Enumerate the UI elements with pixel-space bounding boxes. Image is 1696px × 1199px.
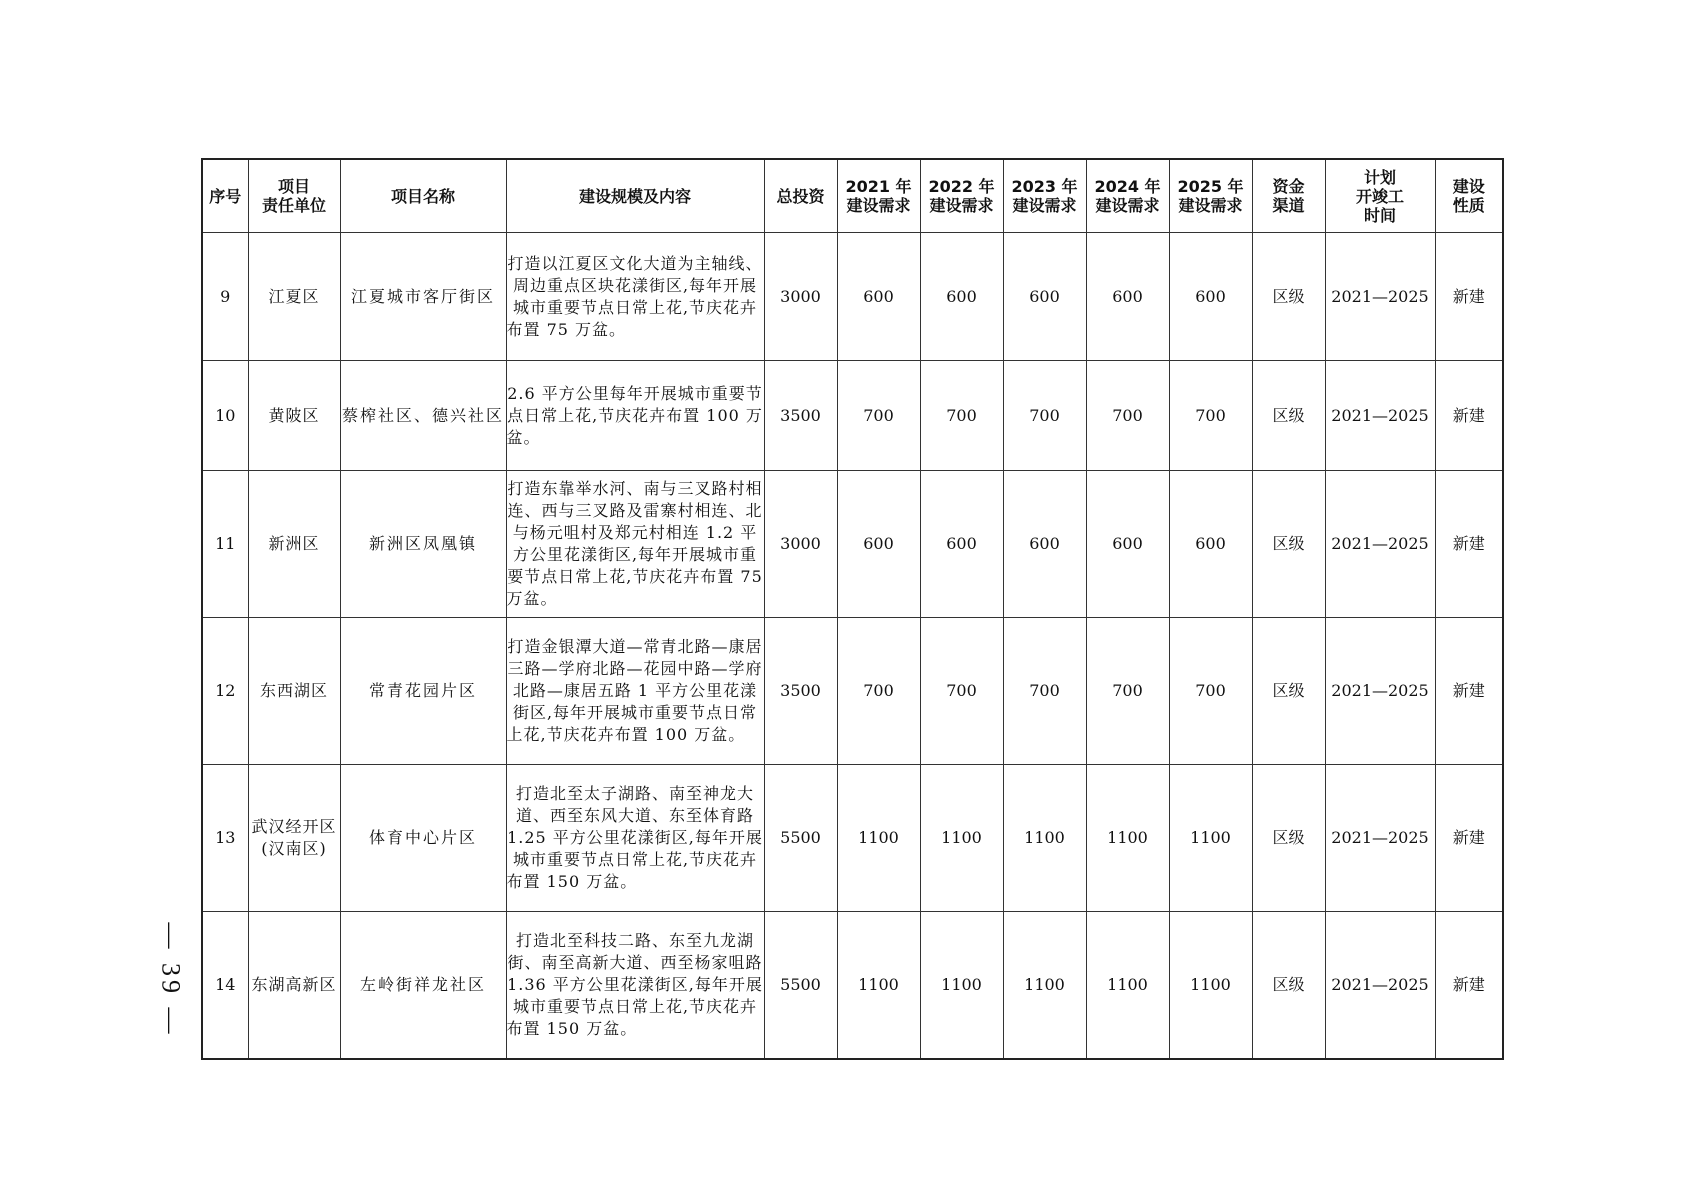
- header-fund-line2: 渠道: [1272, 196, 1305, 215]
- cell-2024: 700: [1086, 361, 1169, 471]
- table-row: [202, 361, 1503, 471]
- header-nature-line1: 建设: [1452, 177, 1485, 196]
- header-nature-line2: 性质: [1452, 196, 1485, 215]
- cell-seq: 10: [202, 361, 248, 471]
- header-unit-line1: 项目: [277, 177, 310, 196]
- cell-unit: 东西湖区: [248, 618, 340, 765]
- cell-unit: 东湖高新区: [248, 912, 340, 1059]
- table-header: [202, 159, 1503, 233]
- header-2023-line1: 2023 年: [1011, 177, 1078, 196]
- cell-2021: 700: [837, 618, 920, 765]
- cell-content: 打造北至科技二路、东至九龙湖街、南至高新大道、西至杨家咀路 1.36 平方公里花漾街区,每年开展城市重要节点日常上花,节庆花卉布置 150 万盆。: [506, 912, 764, 1059]
- header-row: [202, 159, 1503, 233]
- page-number-text: — 39 —: [156, 922, 185, 1038]
- header-time-line3: 时间: [1363, 205, 1396, 225]
- cell-seq: 12: [202, 618, 248, 765]
- table-row: [202, 233, 1503, 361]
- cell-seq: 13: [202, 765, 248, 912]
- header-2025-line1: 2025 年: [1177, 177, 1244, 196]
- cell-content: 2.6 平方公里每年开展城市重要节点日常上花,节庆花卉布置 100 万盆。: [506, 361, 764, 471]
- project-plan-table: [201, 158, 1504, 1060]
- cell-investment: 3000: [764, 471, 837, 618]
- cell-fund: 区级: [1252, 618, 1325, 765]
- cell-investment: 5500: [764, 912, 837, 1059]
- cell-2021: 1100: [837, 765, 920, 912]
- page-number: [150, 920, 190, 1040]
- cell-2024: 1100: [1086, 765, 1169, 912]
- header-2024-line1: 2024 年: [1094, 177, 1161, 196]
- cell-nature: 新建: [1435, 912, 1503, 1059]
- cell-time: 2021—2025: [1325, 471, 1435, 618]
- cell-2023: 700: [1003, 618, 1086, 765]
- cell-investment: 3500: [764, 361, 837, 471]
- header-fund-line1: 资金: [1272, 177, 1305, 196]
- cell-time: 2021—2025: [1325, 912, 1435, 1059]
- cell-2022: 600: [920, 471, 1003, 618]
- cell-unit: 江夏区: [248, 233, 340, 361]
- cell-seq: 9: [202, 233, 248, 361]
- cell-2025: 600: [1169, 471, 1252, 618]
- table-row: [202, 618, 1503, 765]
- cell-2024: 600: [1086, 233, 1169, 361]
- cell-2025: 1100: [1169, 912, 1252, 1059]
- cell-unit: 武汉经开区(汉南区): [248, 765, 340, 912]
- cell-2022: 700: [920, 618, 1003, 765]
- cell-2023: 600: [1003, 471, 1086, 618]
- header-unit: [248, 159, 340, 233]
- header-investment: 总投资: [764, 159, 837, 233]
- cell-name: 体育中心片区: [340, 765, 506, 912]
- cell-2025: 700: [1169, 361, 1252, 471]
- header-2021-line2: 建设需求: [846, 196, 911, 215]
- cell-time: 2021—2025: [1325, 618, 1435, 765]
- cell-fund: 区级: [1252, 765, 1325, 912]
- cell-time: 2021—2025: [1325, 765, 1435, 912]
- cell-2023: 1100: [1003, 912, 1086, 1059]
- header-time-line2: 开竣工: [1355, 186, 1404, 206]
- cell-2024: 600: [1086, 471, 1169, 618]
- cell-time: 2021—2025: [1325, 361, 1435, 471]
- cell-unit: 新洲区: [248, 471, 340, 618]
- cell-2022: 1100: [920, 765, 1003, 912]
- cell-2022: 600: [920, 233, 1003, 361]
- cell-investment: 3000: [764, 233, 837, 361]
- header-2023: [1003, 159, 1086, 233]
- cell-2021: 1100: [837, 912, 920, 1059]
- header-time: [1325, 159, 1435, 233]
- header-seq: 序号: [202, 159, 248, 233]
- cell-2023: 600: [1003, 233, 1086, 361]
- header-content: 建设规模及内容: [506, 159, 764, 233]
- cell-investment: 5500: [764, 765, 837, 912]
- cell-2022: 700: [920, 361, 1003, 471]
- cell-unit: 黄陂区: [248, 361, 340, 471]
- table-row: [202, 765, 1503, 912]
- cell-2022: 1100: [920, 912, 1003, 1059]
- cell-name: 蔡榨社区、德兴社区: [340, 361, 506, 471]
- cell-name: 常青花园片区: [340, 618, 506, 765]
- cell-nature: 新建: [1435, 471, 1503, 618]
- cell-2021: 700: [837, 361, 920, 471]
- header-2024: [1086, 159, 1169, 233]
- header-2022: [920, 159, 1003, 233]
- cell-fund: 区级: [1252, 361, 1325, 471]
- cell-nature: 新建: [1435, 361, 1503, 471]
- header-nature: [1435, 159, 1503, 233]
- header-unit-line2: 责任单位: [261, 196, 326, 215]
- cell-content: 打造东靠举水河、南与三叉路村相连、西与三叉路及雷寨村相连、北与杨元咀村及郑元村相连 1.2 平方公里花漾街区,每年开展城市重要节点日常上花,节庆花卉布置 75 万盆。: [506, 471, 764, 618]
- cell-2023: 1100: [1003, 765, 1086, 912]
- cell-time: 2021—2025: [1325, 233, 1435, 361]
- cell-name: 左岭街祥龙社区: [340, 912, 506, 1059]
- cell-2024: 1100: [1086, 912, 1169, 1059]
- cell-2021: 600: [837, 471, 920, 618]
- table-body: [202, 233, 1503, 1059]
- cell-nature: 新建: [1435, 618, 1503, 765]
- header-2025-line2: 建设需求: [1178, 196, 1243, 215]
- cell-fund: 区级: [1252, 912, 1325, 1059]
- cell-name: 江夏城市客厅街区: [340, 233, 506, 361]
- header-2023-line2: 建设需求: [1012, 196, 1077, 215]
- header-2021: [837, 159, 920, 233]
- cell-2024: 700: [1086, 618, 1169, 765]
- cell-nature: 新建: [1435, 765, 1503, 912]
- cell-fund: 区级: [1252, 471, 1325, 618]
- cell-content: 打造以江夏区文化大道为主轴线、周边重点区块花漾街区,每年开展城市重要节点日常上花,节庆花卉布置 75 万盆。: [506, 233, 764, 361]
- cell-2023: 700: [1003, 361, 1086, 471]
- header-2024-line2: 建设需求: [1095, 196, 1160, 215]
- cell-content: 打造北至太子湖路、南至神龙大道、西至东风大道、东至体育路 1.25 平方公里花漾街区,每年开展城市重要节点日常上花,节庆花卉布置 150 万盆。: [506, 765, 764, 912]
- cell-2021: 600: [837, 233, 920, 361]
- cell-seq: 11: [202, 471, 248, 618]
- cell-name: 新洲区凤凰镇: [340, 471, 506, 618]
- cell-fund: 区级: [1252, 233, 1325, 361]
- header-name: 项目名称: [340, 159, 506, 233]
- table-row: [202, 912, 1503, 1059]
- cell-2025: 700: [1169, 618, 1252, 765]
- header-2022-line2: 建设需求: [929, 196, 994, 215]
- cell-content: 打造金银潭大道—常青北路—康居三路—学府北路—花园中路—学府北路—康居五路 1 平方公里花漾街区,每年开展城市重要节点日常上花,节庆花卉布置 100 万盆。: [506, 618, 764, 765]
- header-time-line1: 计划: [1363, 167, 1396, 187]
- cell-2025: 600: [1169, 233, 1252, 361]
- header-2022-line1: 2022 年: [928, 177, 995, 196]
- cell-2025: 1100: [1169, 765, 1252, 912]
- table-row: [202, 471, 1503, 618]
- cell-seq: 14: [202, 912, 248, 1059]
- header-fund: [1252, 159, 1325, 233]
- cell-investment: 3500: [764, 618, 837, 765]
- header-2025: [1169, 159, 1252, 233]
- header-2021-line1: 2021 年: [845, 177, 912, 196]
- cell-nature: 新建: [1435, 233, 1503, 361]
